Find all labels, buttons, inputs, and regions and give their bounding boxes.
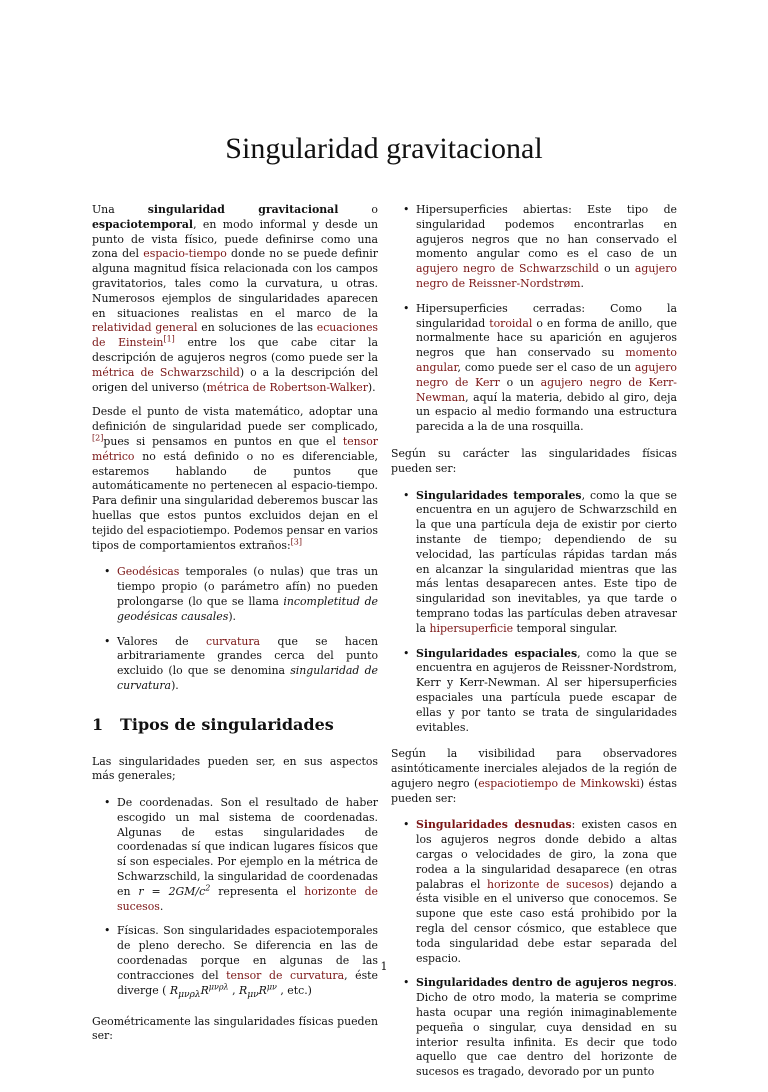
- equation-horizon: $r = 2GM/c^2$: [138, 883, 211, 898]
- link-metrica-schwarzschild[interactable]: métrica de Schwarzschild: [92, 365, 240, 379]
- list-item: • Singularidades dentro de agujeros negros. Dicho de otro modo, la materia se comprime hasta ocupar una región inimaginablemente pequeña o singular, cuya densidad en su interior resulta infinita. Es decir que todo aquello que cae dentro del horizonte de sucesos es tragado, devorado por un punto: [403, 976, 677, 1079]
- page-title: Singularidad gravitacional: [225, 132, 543, 166]
- bullet-icon: •: [403, 203, 410, 216]
- reference-2[interactable]: [2]: [92, 433, 104, 443]
- page-number: 1: [380, 960, 388, 973]
- term-singularidad-gravitacional: singularidad gravitacional: [147, 203, 339, 216]
- bullet-icon: •: [104, 565, 111, 579]
- link-agujero-kerr[interactable]: agujero negro de Kerr: [416, 360, 677, 389]
- list-item: • Valores de curvatura que se hacen arbitrariamente grandes cerca del punto excluido (lo que se denomina singularidad de curvatura).: [104, 634, 378, 692]
- bullet-icon: •: [403, 646, 410, 660]
- list-item: • Físicas. Son singularidades espaciotemporales de pleno derecho. Se diferencia en las de coordenadas porque en algunas de las contracciones del tensor de curvatura, éste diverge ( $R_{\mu\nu\rho\lambda}R^{\mu\nu\rho\lambda}$ , $R_{\mu\nu}R^{\mu\nu}$ , etc.): [104, 924, 378, 1000]
- link-agujero-kerr-newman[interactable]: agujero negro de Kerr-Newman: [416, 375, 677, 404]
- link-tensor-curvatura[interactable]: tensor de curvatura: [226, 968, 345, 982]
- behaviors-list: [92, 565, 378, 693]
- list-item: • De coordenadas. Son el resultado de haber escogido un mal sistema de coordenadas. Algunas de estas singularidades de coordenadas sí que indican lugares físicos que sí son especiales. Por ejemplo en la métrica de Schwarzschild, la singularidad de coordenadas en $r = 2GM/c^2$ representa el horizonte de sucesos.: [104, 796, 378, 913]
- list-item: • Geodésicas temporales (o nulas) que tras un tiempo propio (o parámetro afín) no pueden prolongarse (lo que se llama incompletitud de geodésicas causales).: [104, 565, 378, 623]
- link-curvatura[interactable]: curvatura: [206, 634, 261, 648]
- link-geodesicas[interactable]: Geodésicas: [117, 565, 180, 579]
- link-horizonte-sucesos-2[interactable]: horizonte de sucesos: [487, 877, 610, 891]
- list-item: • Singularidades espaciales, como la que se encuentra en agujeros de Reissner-Nordstrom, Kerr y Kerr-Newman. Al ser hipersuperficies espaciales una partícula puede escapar de ellas y por tanto se trata de singularidades evitables.: [403, 646, 677, 734]
- geometric-list: [391, 203, 677, 435]
- list-item: • Hipersuperficies abiertas: Este tipo de singularidad podemos encontrarlas en agujeros negros que no han conservado el momento angular como es el caso de un agujero negro de Schwarzschild o un agujero negro de Reissner-Nordstrøm.: [403, 203, 677, 290]
- link-relatividad-general[interactable]: relatividad general: [92, 321, 198, 335]
- right-column: [391, 203, 677, 1092]
- link-agujero-schwarzschild[interactable]: agujero negro de Schwarzschild: [416, 262, 599, 276]
- section-heading: [92, 714, 378, 734]
- character-list: [391, 489, 677, 736]
- link-hipersuperficie[interactable]: hipersuperficie: [429, 621, 514, 635]
- bullet-icon: •: [403, 488, 410, 502]
- bullet-icon: •: [403, 818, 410, 832]
- link-tensor-metrico[interactable]: tensor métrico: [92, 434, 378, 463]
- visibility-intro-paragraph: Según la visibilidad para observadores asintóticamente inerciales alejados de la región de agujero negro (espaciotiempo de Minkowski) éstas pueden ser:: [391, 747, 678, 805]
- list-item: • Singularidades desnudas: existen casos en los agujeros negros donde debido a altas cargas o velocidades de giro, la zona que rodea a la singularidad desaparece (en otras palabras el horizonte de sucesos) dejando a ésta visible en el universo que conocemos. Se supone que este caso está prohibido por la regla del censor cósmico, que establece que toda singularidad debe estar separada del espacio.: [403, 818, 677, 965]
- link-metrica-robertson-walker[interactable]: métrica de Robertson-Walker: [206, 380, 368, 394]
- intro-paragraph: Una singularidad gravitacional o espaciotemporal, en modo informal y desde un punto de vista físico, puede definirse como una zona del espacio-tiempo donde no se puede definir alguna magnitud física relacionada con los campos gravitatorios, tales como la curvatura, u otras. Numerosos ejemplos de singularidades aparecen en situaciones realistas en el marco de la relatividad general en soluciones de las ecuaciones de Einstein[1] entre los que cabe citar la descripción de agujeros negros (como puede ser la métrica de Schwarzschild) o a la descripción del origen del universo (métrica de Robertson-Walker).: [92, 203, 379, 394]
- visibility-list: [391, 818, 677, 1080]
- math-definition-paragraph: Desde el punto de vista matemático, adoptar una definición de singularidad puede ser complicado,[2]pues si pensamos en puntos en que el tensor métrico no está definido o no es diferenciable, estaremos hablando de puntos que automáticamente no pertenecen al espacio-tiempo. Para definir una singularidad deberemos buscar las huellas que estos puntos excluidos dejan en el tejido del espaciotiempo. Podemos pensar en varios tipos de comportamientos extraños:[3]: [92, 405, 378, 552]
- equation-ricci-square: $R_{\mu\nu}R^{\mu\nu}$: [239, 982, 277, 1000]
- link-momento-angular[interactable]: momento angular: [416, 346, 677, 374]
- character-intro-paragraph: Según su carácter las singularidades físicas pueden ser:: [391, 446, 677, 475]
- term-espaciotemporal: espaciotemporal: [92, 217, 194, 231]
- reference-1[interactable]: [1]: [163, 334, 175, 344]
- section-title: Tipos de singularidades: [120, 714, 334, 734]
- bullet-icon: •: [403, 301, 410, 315]
- link-ecuaciones-einstein[interactable]: ecuaciones de Einstein: [92, 321, 378, 350]
- list-item: • Hipersuperficies cerradas: Como la singularidad toroidal o en forma de anillo, que normalmente hace su aparición en agujeros negros que han conservado su momento angular, como puede ser el caso de un agujero negro de Kerr o un agujero negro de Kerr-Newman, aquí la materia, debido al giro, deja un espacio al medio formando una estructura parecida a la de una rosquilla.: [403, 301, 677, 434]
- list-item: • Singularidades temporales, como la que se encuentra en un agujero de Schwarzschild en la que una partícula deja de existir por cierto instante de tiempo; dependiendo de su velocidad, las partículas rápidas tardan más en alcanzar la singularidad mientras que las más lentas desaparecen antes. Este tipo de singularidad son inevitables, ya que tarde o temprano todas las partículas deben atravesar la hipersuperficie temporal singular.: [403, 488, 678, 635]
- geometric-intro-paragraph: Geométricamente las singularidades físicas pueden ser:: [92, 1014, 378, 1043]
- reference-3[interactable]: [3]: [290, 536, 302, 546]
- bullet-icon: •: [104, 634, 111, 648]
- link-singularidades-desnudas[interactable]: Singularidades desnudas: [416, 818, 572, 832]
- bullet-icon: •: [403, 976, 410, 990]
- equation-kretschmann: $R_{\mu\nu\rho\lambda}R^{\mu\nu\rho\lambda}$: [169, 982, 229, 1000]
- types-intro-paragraph: Las singularidades pueden ser, en sus aspectos más generales;: [92, 754, 378, 783]
- link-espacio-tiempo[interactable]: espacio-tiempo: [143, 247, 227, 261]
- link-espaciotiempo-minkowski[interactable]: espaciotiempo de Minkowski: [478, 776, 640, 790]
- bullet-icon: •: [104, 796, 111, 810]
- left-column: [92, 203, 378, 1054]
- link-agujero-reissner-nordstrom[interactable]: agujero negro de Reissner-Nordstrøm: [416, 262, 677, 290]
- bullet-icon: •: [104, 924, 111, 938]
- link-toroidal[interactable]: toroidal: [489, 316, 533, 330]
- link-horizonte-sucesos[interactable]: horizonte de sucesos: [117, 884, 378, 913]
- section-number: 1: [92, 714, 104, 734]
